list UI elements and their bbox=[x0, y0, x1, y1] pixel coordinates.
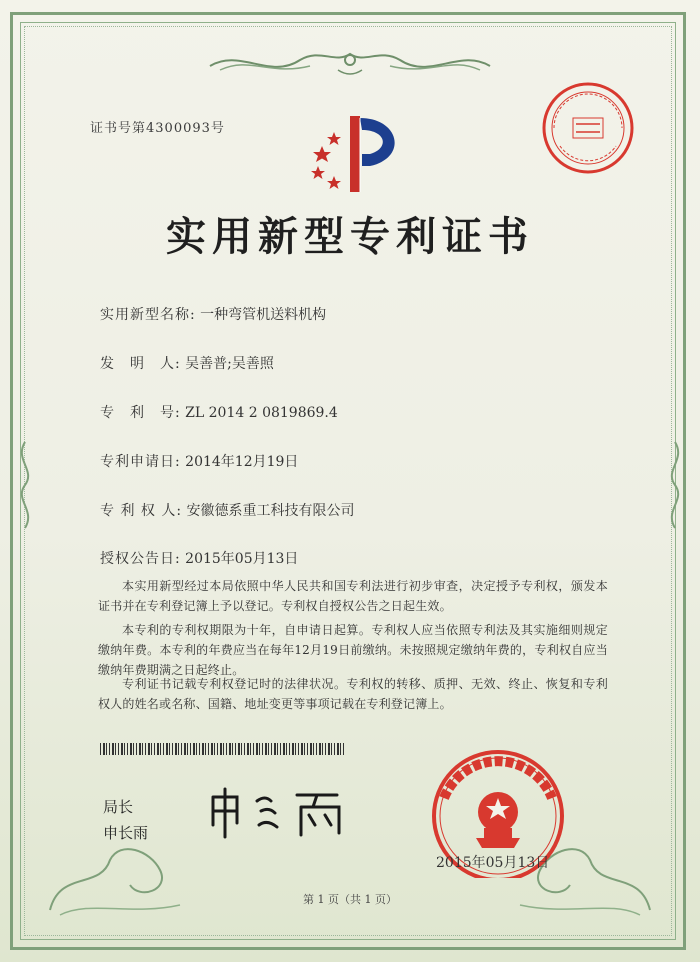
director-title: 局长 bbox=[103, 798, 134, 816]
tax-stamp-seal bbox=[540, 80, 636, 176]
field-application-date bbox=[100, 451, 298, 471]
paragraph-legal-status: 专利证书记载专利权登记时的法律状况。专利权的转移、质押、无效、终止、恢复和专利权人的姓名或名称、国籍、地址变更等事项记载在专利登记簿上。 bbox=[98, 677, 608, 711]
field-value: 2015年05月13日 bbox=[185, 551, 299, 567]
field-label: 专利申请日: bbox=[100, 454, 181, 470]
right-ornament bbox=[662, 440, 688, 530]
paragraph-term-statement: 本专利的专利权期限为十年，自申请日起算。专利权人应当依照专利法及其实施细则规定缴纳年费。本专利的年费应当在每年12月19日前缴纳。未按照规定缴纳年费的，专利权自应当缴纳年费期满之日起终止。 bbox=[98, 623, 608, 677]
field-patent-number bbox=[100, 402, 338, 422]
barcode bbox=[100, 743, 345, 755]
director-signature bbox=[205, 785, 355, 840]
field-value: 2014年12月19日 bbox=[185, 454, 299, 470]
field-label: 发 明 人: bbox=[100, 356, 181, 372]
field-value: 一种弯管机送料机构 bbox=[200, 307, 327, 323]
field-value: ZL 2014 2 0819869.4 bbox=[185, 405, 338, 421]
paragraph-grant-statement: 本实用新型经过本局依照中华人民共和国专利法进行初步审查，决定授予专利权，颁发本证书并在专利登记簿上予以登记。专利权自授权公告之日起生效。 bbox=[98, 579, 608, 613]
field-value: 吴善普;吴善照 bbox=[185, 356, 274, 372]
field-inventor bbox=[100, 353, 274, 373]
field-patentee bbox=[100, 500, 355, 520]
director-name: 申长雨 bbox=[103, 824, 149, 842]
top-ornament bbox=[200, 46, 500, 80]
field-value: 安徽德系重工科技有限公司 bbox=[186, 503, 355, 519]
seal-date: 2015年05月13日 bbox=[436, 855, 550, 871]
field-grant-date bbox=[100, 548, 298, 568]
field-utility-model-name bbox=[100, 304, 326, 324]
patent-office-logo bbox=[300, 108, 410, 198]
certificate-number: 证书号第4300093号 bbox=[90, 121, 225, 136]
page-number: 第 1 页（共 1 页） bbox=[303, 893, 397, 906]
field-label: 授权公告日: bbox=[100, 551, 181, 567]
certificate-title: 实用新型专利证书 bbox=[166, 214, 534, 260]
field-label: 实用新型名称: bbox=[100, 307, 196, 323]
left-ornament bbox=[12, 440, 38, 530]
field-label: 专 利 权 人: bbox=[100, 503, 183, 519]
field-label: 专 利 号: bbox=[100, 405, 181, 421]
